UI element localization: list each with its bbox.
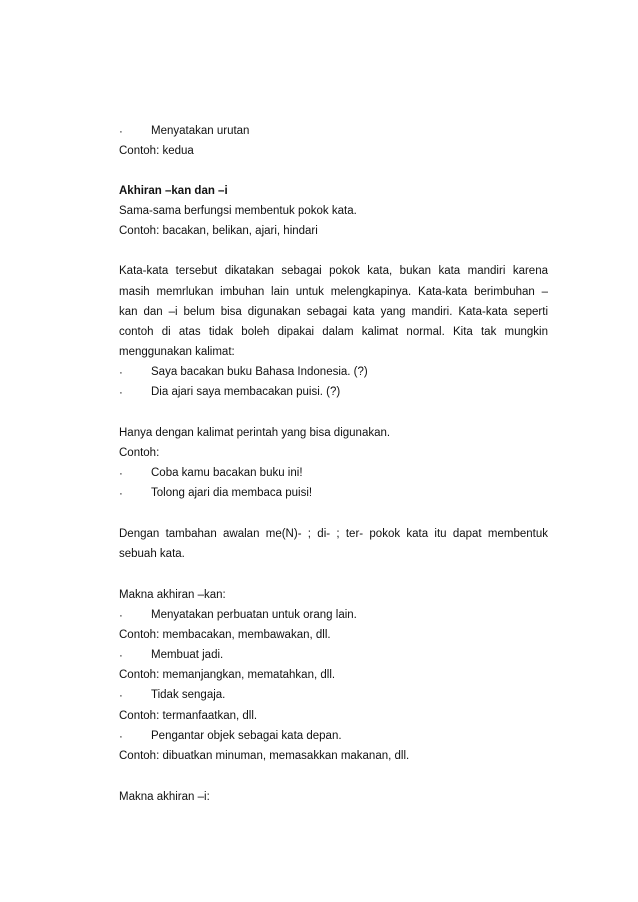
heading-makna-i: Makna akhiran –i: [119, 791, 210, 803]
line-kalimat-perintah: Hanya dengan kalimat perintah yang bisa digunakan. [119, 427, 391, 439]
bullet-marker: · [119, 387, 123, 399]
paragraph2-line-2: sebuah kata. [119, 548, 185, 560]
bullet-item-membuat-jadi: Membuat jadi. [151, 649, 224, 661]
bullet-marker: · [119, 610, 123, 622]
bullet-marker: · [119, 367, 123, 379]
paragraph2-line-1: Dengan tambahan awalan me(N)- ; di- ; ter- pokok kata itu dapat membentuk [119, 528, 548, 540]
bullet-item-pengantar-objek: Pengantar objek sebagai kata depan. [151, 730, 342, 742]
paragraph1-line-5: menggunakan kalimat: [119, 346, 235, 358]
example-membacakan: Contoh: membacakan, membawakan, dll. [119, 629, 331, 641]
bullet-item-tolong-ajari: Tolong ajari dia membaca puisi! [151, 487, 313, 499]
example-kedua: Contoh: kedua [119, 145, 194, 157]
bullet-item-saya-bacakan: Saya bacakan buku Bahasa Indonesia. (?) [151, 366, 368, 378]
heading-akhiran-kan-i: Akhiran –kan dan –i [119, 185, 228, 197]
bullet-item-dia-ajari: Dia ajari saya membacakan puisi. (?) [151, 386, 341, 398]
paragraph1-line-1: Kata-kata tersebut dikatakan sebagai pokok kata, bukan kata mandiri karena [119, 265, 548, 277]
bullet-item-orang-lain: Menyatakan perbuatan untuk orang lain. [151, 609, 357, 621]
example-bacakan: Contoh: bacakan, belikan, ajari, hindari [119, 225, 318, 237]
bullet-marker: · [119, 650, 123, 662]
bullet-item-tidak-sengaja: Tidak sengaja. [151, 689, 226, 701]
paragraph1-line-3: kan dan –i belum bisa digunakan sebagai kata yang mandiri. Kata-kata seperti [119, 306, 548, 318]
paragraph1-line-2: masih memrlukan imbuhan lain untuk melengkapinya. Kata-kata berimbuhan – [119, 286, 548, 298]
bullet-marker: · [119, 126, 123, 138]
example-dibuatkan: Contoh: dibuatkan minuman, memasakkan makanan, dll. [119, 750, 410, 762]
heading-makna-kan: Makna akhiran –kan: [119, 589, 226, 601]
desc-pokok-kata: Sama-sama berfungsi membentuk pokok kata. [119, 205, 357, 217]
bullet-marker: · [119, 468, 123, 480]
bullet-item-urutan: Menyatakan urutan [151, 125, 250, 137]
paragraph1-line-4: contoh di atas tidak boleh dipakai dalam kalimat normal. Kita tak mungkin [119, 326, 548, 338]
bullet-item-coba-kamu: Coba kamu bacakan buku ini! [151, 467, 303, 479]
example-memanjangkan: Contoh: memanjangkan, mematahkan, dll. [119, 669, 336, 681]
bullet-marker: · [119, 731, 123, 743]
bullet-marker: · [119, 690, 123, 702]
example-termanfaatkan: Contoh: termanfaatkan, dll. [119, 710, 258, 722]
example-label: Contoh: [119, 447, 160, 459]
bullet-marker: · [119, 488, 123, 500]
